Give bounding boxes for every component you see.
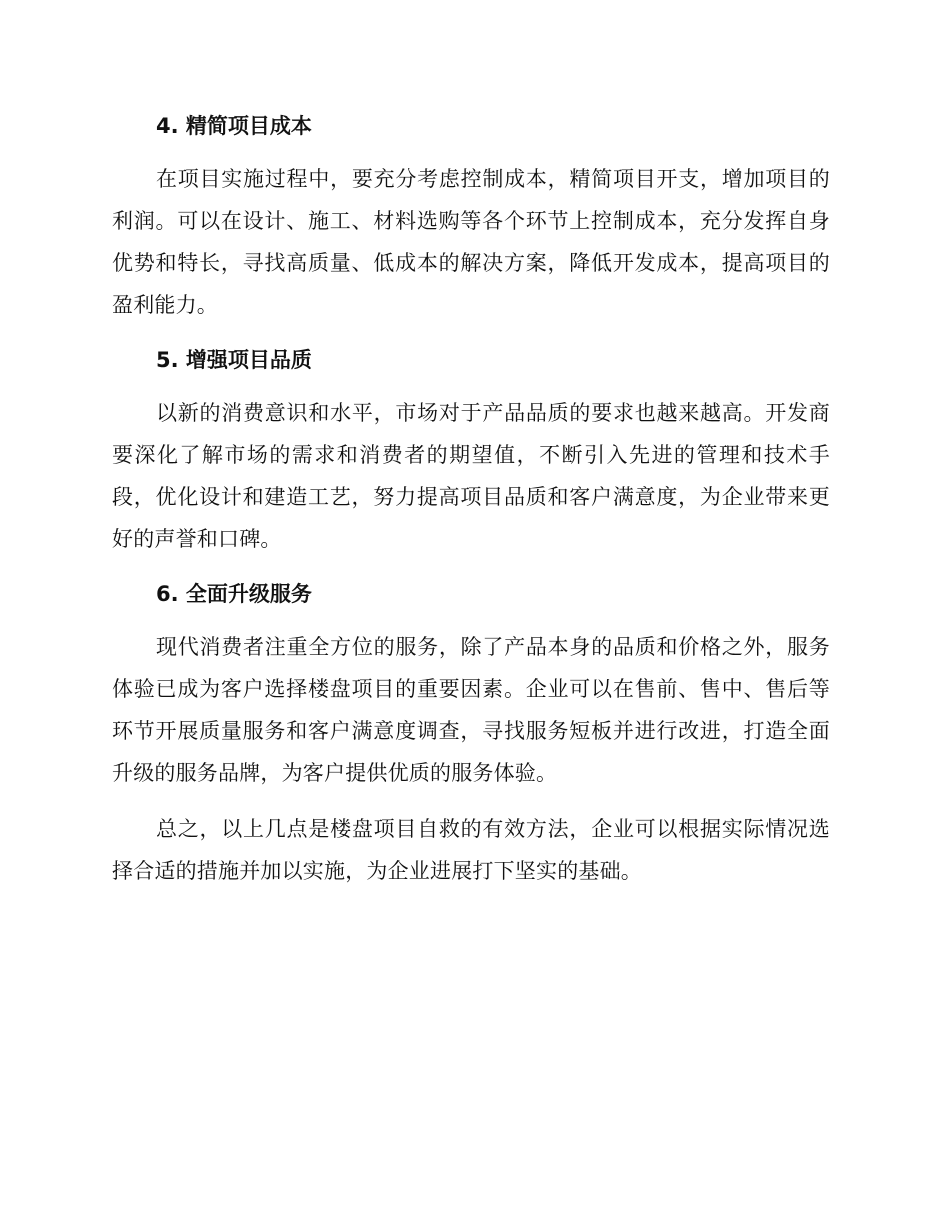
conclusion-paragraph: 总之，以上几点是楼盘项目自救的有效方法，企业可以根据实际情况选择合适的措施并加以实施，为企业进展打下坚实的基础。	[112, 817, 830, 883]
section-paragraph-6: 现代消费者注重全方位的服务，除了产品本身的品质和价格之外，服务体验已成为客户选择楼盘项目的重要因素。企业可以在售前、售中、售后等环节开展质量服务和客户满意度调查，寻找服务短板并进行改进，打造全面升级的服务品牌，为客户提供优质的服务体验。	[112, 635, 830, 785]
section-paragraph-4: 在项目实施过程中，要充分考虑控制成本，精简项目开支，增加项目的利润。可以在设计、施工、材料选购等各个环节上控制成本，充分发挥自身优势和特长，寻找高质量、低成本的解决方案，降低开发成本，提高项目的盈利能力。	[112, 167, 830, 317]
section-paragraph-5: 以新的消费意识和水平，市场对于产品品质的要求也越来越高。开发商要深化了解市场的需求和消费者的期望值，不断引入先进的管理和技术手段，优化设计和建造工艺，努力提高项目品质和客户满意度，为企业带来更好的声誉和口碑。	[112, 401, 830, 551]
section-heading-5: 5. 增强项目品质	[156, 348, 312, 372]
document-body	[112, 108, 830, 892]
section-heading-6: 6. 全面升级服务	[156, 582, 312, 606]
section-heading-4: 4. 精简项目成本	[156, 114, 312, 138]
